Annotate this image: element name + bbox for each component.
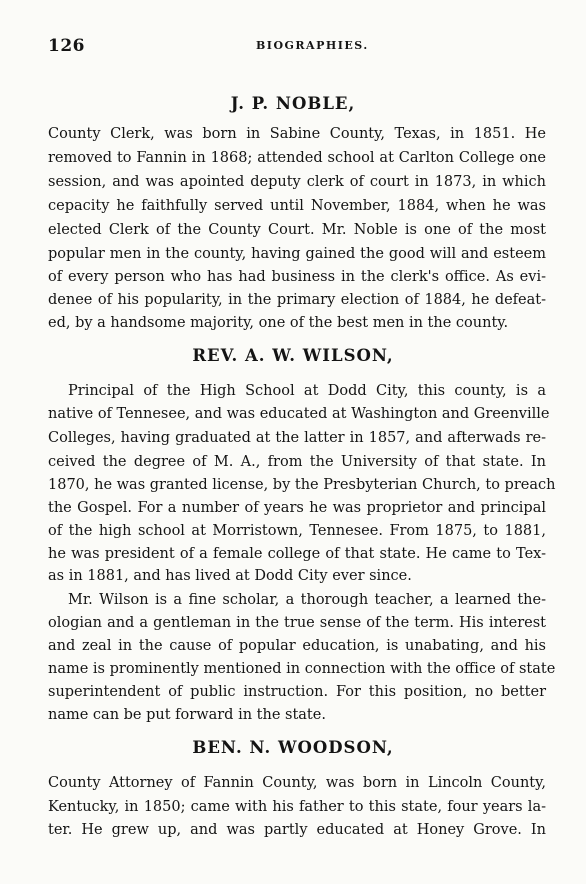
text-line: ologian and a gentleman in the true sense of the term. His interest (48, 615, 546, 631)
text-line: cepacity he faithfully served until November, 1884, when he was (48, 198, 546, 214)
text-line: Mr. Wilson is a fine scholar, a thorough teacher, a learned the- (68, 592, 546, 608)
text-line: of the high school at Morristown, Tennesee. From 1875, to 1881, (48, 523, 546, 539)
page-number: 126 (48, 36, 85, 56)
text-line: County Clerk, was born in Sabine County, Texas, in 1851. He (48, 126, 546, 142)
text-line: native of Tennesee, and was educated at Washington and Greenville (48, 406, 550, 422)
text-line: ceived the degree of M. A., from the University of that state. In (48, 454, 546, 470)
text-line: he was president of a female college of that state. He came to Tex- (48, 546, 546, 562)
running-head (48, 36, 546, 56)
biography-heading-wilson: REV. A. W. WILSON, (192, 346, 394, 365)
text-line: popular men in the county, having gained the good will and esteem (48, 246, 546, 262)
running-title: BIOGRAPHIES. (256, 39, 369, 52)
text-line: as in 1881, and has lived at Dodd City ever since. (48, 568, 412, 584)
text-line: County Attorney of Fannin County, was born in Lincoln County, (48, 775, 546, 791)
text-line: name is prominently mentioned in connection with the office of state (48, 661, 556, 677)
text-line: and zeal in the cause of popular education, is unabating, and his (48, 638, 546, 654)
text-line: superintendent of public instruction. For this position, no better (48, 684, 546, 700)
text-line: ed, by a handsome majority, one of the best men in the county. (48, 315, 509, 331)
text-line: Kentucky, in 1850; came with his father to this state, four years la- (48, 799, 546, 815)
text-line: denee of his popularity, in the primary election of 1884, he defeat- (48, 292, 546, 308)
biography-heading-woodson: BEN. N. WOODSON, (192, 738, 394, 757)
text-line: Colleges, having graduated at the latter in 1857, and afterwads re- (48, 430, 546, 446)
biography-heading-noble: J. P. NOBLE, (230, 94, 356, 113)
text-line: session, and was apointed deputy clerk of court in 1873, in which (48, 174, 546, 190)
text-line: name can be put forward in the state. (48, 707, 326, 723)
text-line: ter. He grew up, and was partly educated at Honey Grove. In (48, 822, 546, 838)
text-line: Principal of the High School at Dodd City, this county, is a (68, 383, 546, 399)
text-line: of every person who has had business in the clerk's office. As evi- (48, 269, 546, 285)
text-line: 1870, he was granted license, by the Presbyterian Church, to preach (48, 477, 556, 493)
text-line: removed to Fannin in 1868; attended school at Carlton College one (48, 150, 546, 166)
text-line: the Gospel. For a number of years he was proprietor and principal (48, 500, 546, 516)
text-line: elected Clerk of the County Court. Mr. Noble is one of the most (48, 222, 546, 238)
